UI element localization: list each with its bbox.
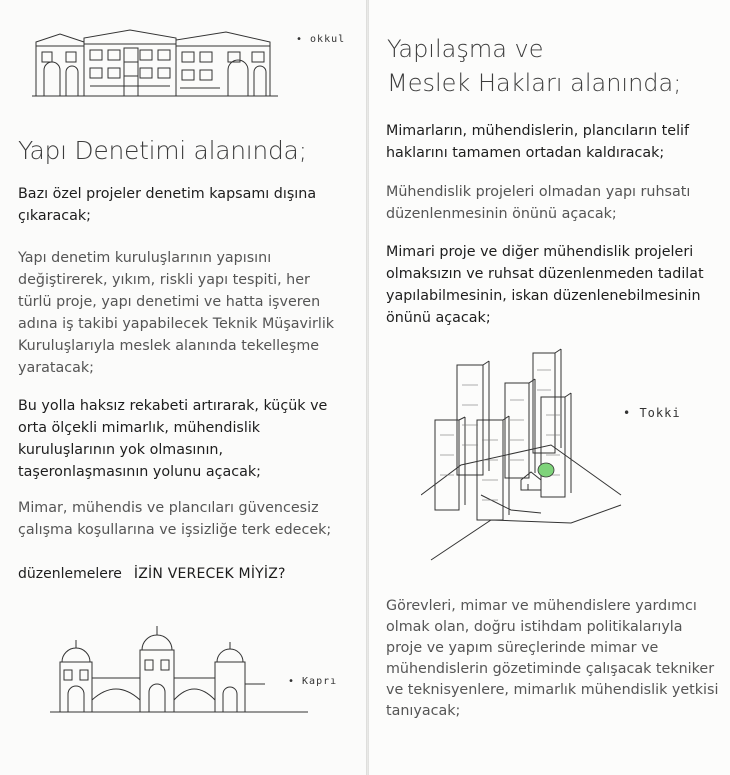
- towers-sketch: [421, 345, 631, 565]
- left-paragraph-1: Bazı özel projeler denetim kapsamı dışına çıkaracak;: [18, 186, 317, 224]
- left-paragraph-2: Yapı denetim kuruluşlarının yapısını değiştirerek, yıkım, riskli yapı tespiti, her türlü proje, yapı denetimi ve hatta işveren adına iş takibi yapabilecek Teknik Müşavirlik Kuruluşlarıyla meslek alanında tekelleşme yaratacak;: [18, 250, 335, 376]
- building-sketch: [30, 22, 280, 102]
- closing-prefix: düzenlemelere: [18, 566, 122, 582]
- bridge-sketch: [50, 620, 310, 716]
- right-paragraph-4: Görevleri, mimar ve mühendislere yardımcı olmak olan, doğru istihdam politikalarıyla proje ve yapım süreçlerinde mimar ve mühendislerin gözetiminde çalışacak tekniker ve teknisyenlere, mimarlık mühendislik yetkisi tanıyacak;: [386, 598, 719, 719]
- closing-question: İZİN VERECEK MİYİZ?: [133, 566, 286, 582]
- right-heading-line-1: Yapılaşma ve: [387, 35, 544, 63]
- left-paragraph-4: Mimar, mühendis ve plancıları güvencesiz çalışma koşullarına ve işsizliğe terk edecek;: [18, 500, 332, 538]
- towers-sketch-signature: • Tokki: [623, 406, 681, 420]
- closing-line: [18, 566, 286, 582]
- green-tree: [538, 463, 554, 477]
- right-paragraph-1: Mimarların, mühendislerin, plancıların telif haklarını tamamen ortadan kaldıracak;: [386, 123, 690, 161]
- bridge-sketch-signature: • Kaprı: [288, 676, 338, 687]
- right-heading: [387, 32, 681, 100]
- right-paragraph-2: Mühendislik projeleri olmadan yapı ruhsatı düzenlenmesinin önünü açacak;: [386, 184, 691, 222]
- top-sketch-signature: • okkul: [296, 34, 346, 45]
- left-heading: Yapı Denetimi alanında;: [18, 136, 307, 165]
- left-paragraph-3: Bu yolla haksız rekabeti artırarak, küçük ve orta ölçekli mimarlık, mühendislik kuruluşlarının yok olmasının, taşeronlaşmasının yolunu açacak;: [18, 398, 328, 480]
- right-panel: [369, 0, 730, 775]
- right-paragraph-3: Mimari proje ve diğer mühendislik projeleri olmaksızın ve ruhsat düzenlenmeden tadilat yapılabilmesinin, iskan düzenlenebilmesinin önünü açacak;: [386, 244, 704, 326]
- right-heading-line-2: Meslek Hakları alanında;: [387, 69, 682, 97]
